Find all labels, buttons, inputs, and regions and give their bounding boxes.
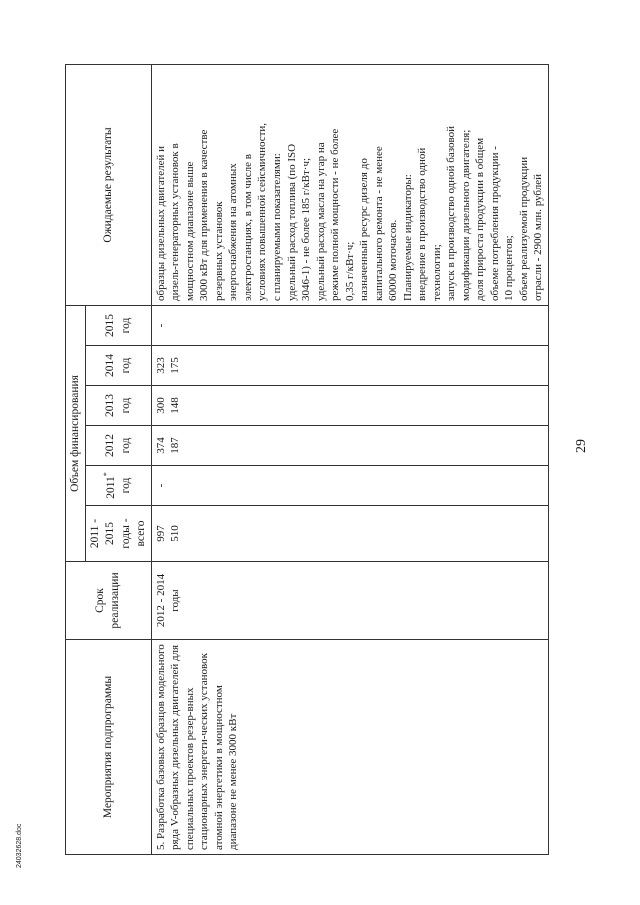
col-total-header: 2011 - 2015 годы - всего [86,506,152,562]
header-row-1 [66,64,86,854]
cell-term: 2012 - 2014 годы [151,562,548,640]
col-2015-header: 2015 год [86,305,152,345]
col-2011-header [86,466,152,506]
cell-2014: 323 175 [151,346,548,386]
col-2013-header: 2013 год [86,386,152,426]
document-code: 24032628.doc [16,823,23,868]
col-activities-header: Мероприятия подпрограммы [66,640,152,855]
col-2011-unit: год [120,477,133,494]
table-row [151,64,548,854]
page-number: 29 [574,439,589,453]
col-2012-header: 2012 год [86,426,152,466]
col-2014-header: 2014 год [86,346,152,386]
col-2011-year: 2011 [105,476,118,499]
col-term-header: Срок реализации [66,562,152,640]
cell-2011: - [151,466,548,506]
cell-2013: 300 148 [151,386,548,426]
subprogram-table [65,64,549,855]
col-2011-footnote-mark: * [102,472,112,477]
col-results-header: Ожидаемые результаты [66,64,152,305]
col-funding-header: Объем финансирования [66,305,86,561]
cell-total: 997 510 [151,506,548,562]
cell-results: образцы дизельных двигателей и дизель-генераторных установок в мощностном диапазоне выше 3000 кВт для применения в качестве резервных установок энергоснабжения на атомных электростанциях, в том числе в условиях повышенной сейсмичности, с планируемыми показателями: удельный расход топлива (по ISO 3046-1) - не более 185 г/кВт·ч; удельный расход масла на угар на режиме полной мощности - не более 0,35 г/кВт·ч; назначенный ресурс дизеля до капитального ремонта - не менее 60000 моточасов. Планируемые индикаторы: внедрение в производство одной технологии; запуск в производство одной базовой модификации дизельного двигателя; доля прироста продукции в общем объеме потребления продукции - 10 процентов; объем реализуемой продукции отрасли - 2900 млн. рублей [151,64,548,305]
cell-2012: 374 187 [151,426,548,466]
cell-activity: 5. Разработка базовых образцов модельного ряда V-образных дизельных двигателей для специальных проектов резер-вных стационарных энергети-ческих установок атомной энергетики в мощностном диапазоне не менее 3000 кВт [151,640,548,855]
cell-2015: - [151,305,548,345]
